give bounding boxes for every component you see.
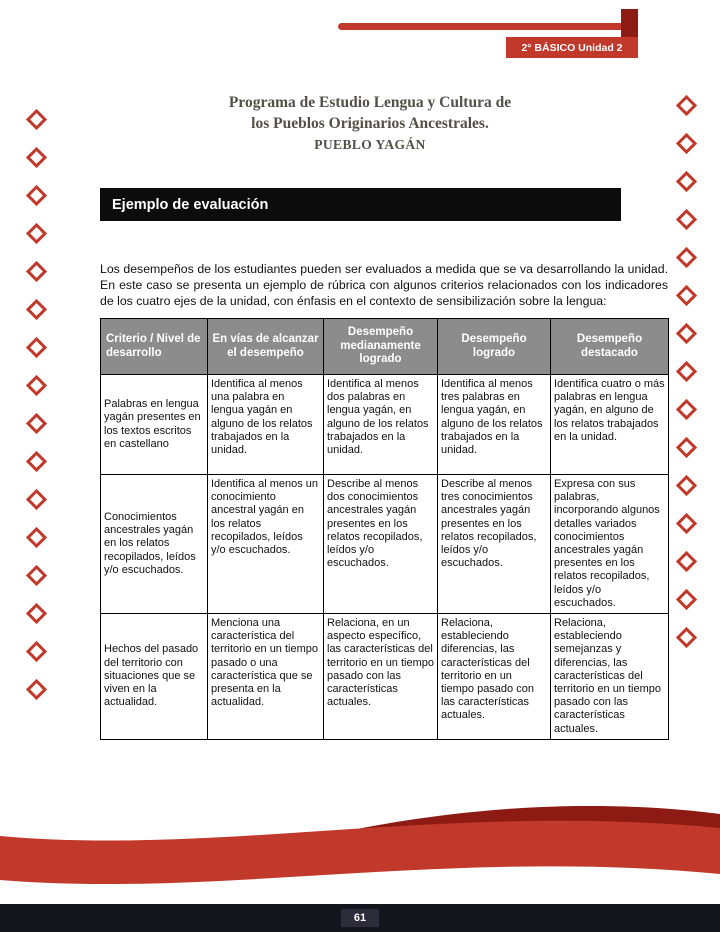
diamond-ornament: [676, 209, 697, 230]
diamond-ornament: [26, 679, 47, 700]
header-cell-criterio: Criterio / Nivel de desarrollo: [101, 319, 208, 375]
table-row: [101, 475, 669, 614]
header-cell-destacado: Desempeño destacado: [551, 319, 669, 375]
bottom-bar: [0, 904, 720, 932]
rubric-table-wrapper: [100, 318, 669, 740]
table-cell: Conocimientos ancestrales yagán en los relatos recopilados, leídos y/o escuchados.: [101, 475, 208, 614]
table-row: [101, 375, 669, 475]
diamond-ornament: [26, 565, 47, 586]
diamond-ornament: [26, 337, 47, 358]
diamond-ornament: [676, 285, 697, 306]
diamond-ornament: [676, 399, 697, 420]
diamond-ornament: [26, 451, 47, 472]
table-row: [101, 614, 669, 740]
section-title: Ejemplo de evaluación: [112, 196, 269, 213]
diamond-ornament: [676, 627, 697, 648]
page-number: 61: [341, 909, 379, 927]
table-cell: Describe al menos dos conocimientos ancestrales yagán presentes en los relatos recopilados, leídos y/o escuchados.: [324, 475, 438, 614]
table-header-row: [101, 319, 669, 375]
diamond-ornament: [676, 437, 697, 458]
intro-paragraph: Los desempeños de los estudiantes pueden ser evaluados a medida que se va desarrollando la unidad. En este caso se presenta un ejemplo de rúbrica con algunos criterios relacionados con los indicadores de los cuatro ejes de la unidad, con énfasis en el contexto de sensibilización sobre la lengua:: [100, 262, 668, 309]
header-cell-medianamente: Desempeño medianamente logrado: [324, 319, 438, 375]
diamond-ornament: [26, 603, 47, 624]
diamond-ornament: [676, 513, 697, 534]
unit-badge: 2° BÁSICO Unidad 2: [506, 37, 638, 58]
top-red-line: [338, 23, 626, 30]
header-cell-en-vias: En vías de alcanzar el desempeño: [208, 319, 324, 375]
diamond-ornament: [676, 323, 697, 344]
diamond-ornament: [26, 299, 47, 320]
diamond-ornament: [676, 475, 697, 496]
diamond-ornament: [26, 413, 47, 434]
diamond-ornament: [26, 641, 47, 662]
diamond-ornament: [26, 185, 47, 206]
diamond-ornament: [26, 375, 47, 396]
header-cell-logrado: Desempeño logrado: [438, 319, 551, 375]
program-title: [100, 92, 640, 155]
diamond-ornament: [676, 551, 697, 572]
table-cell: Identifica cuatro o más palabras en lengua yagán, en alguno de los relatos trabajados en la unidad.: [551, 375, 669, 475]
program-title-pueblo: PUEBLO YAGÁN: [314, 137, 426, 152]
table-cell: Relaciona, en un aspecto específico, las características del territorio en un tiempo pasado con las características actuales.: [324, 614, 438, 740]
table-cell: Menciona una característica del territorio en un tiempo pasado o una característica que se presenta en la actualidad.: [208, 614, 324, 740]
diamond-ornament: [676, 589, 697, 610]
table-cell: Identifica al menos un conocimiento ancestral yagán en los relatos recopilados, leídos y/o escuchados.: [208, 475, 324, 614]
diamond-ornament: [26, 261, 47, 282]
bottom-swoosh-graphic: [0, 794, 720, 904]
rubric-table: [100, 318, 669, 740]
diamond-ornament: [676, 133, 697, 154]
program-title-line: Programa de Estudio Lengua y Cultura de: [228, 94, 512, 111]
right-ornament-column: [679, 98, 694, 645]
table-cell: Relaciona, estableciendo diferencias, las características del territorio en un tiempo pasado con las características actuales.: [438, 614, 551, 740]
table-cell: Describe al menos tres conocimientos ancestrales yagán presentes en los relatos recopilados, leídos y/o escuchados.: [438, 475, 551, 614]
diamond-ornament: [676, 95, 697, 116]
top-dark-red-tab: [621, 9, 638, 38]
diamond-ornament: [676, 361, 697, 382]
diamond-ornament: [676, 247, 697, 268]
diamond-ornament: [26, 527, 47, 548]
table-cell: Identifica al menos una palabra en lengua yagán en alguno de los relatos trabajados en la unidad.: [208, 375, 324, 475]
section-banner: [100, 188, 621, 221]
left-ornament-column: [29, 112, 44, 697]
table-cell: Identifica al menos dos palabras en lengua yagán, en alguno de los relatos trabajados en la unidad.: [324, 375, 438, 475]
diamond-ornament: [26, 147, 47, 168]
table-cell: Hechos del pasado del territorio con situaciones que se viven en la actualidad.: [101, 614, 208, 740]
diamond-ornament: [26, 489, 47, 510]
table-cell: Expresa con sus palabras, incorporando algunos detalles variados conocimientos ancestrales yagán presentes en los relatos recopilados, leídos y/o escuchados.: [551, 475, 669, 614]
diamond-ornament: [676, 171, 697, 192]
diamond-ornament: [26, 223, 47, 244]
table-cell: Identifica al menos tres palabras en lengua yagán, en alguno de los relatos trabajados en la unidad.: [438, 375, 551, 475]
diamond-ornament: [26, 109, 47, 130]
table-cell: Relaciona, estableciendo semejanzas y diferencias, las características del territorio en un tiempo pasado con las características actuales.: [551, 614, 669, 740]
program-title-line: los Pueblos Originarios Ancestrales.: [251, 115, 489, 132]
table-cell: Palabras en lengua yagán presentes en los textos escritos en castellano: [101, 375, 208, 475]
